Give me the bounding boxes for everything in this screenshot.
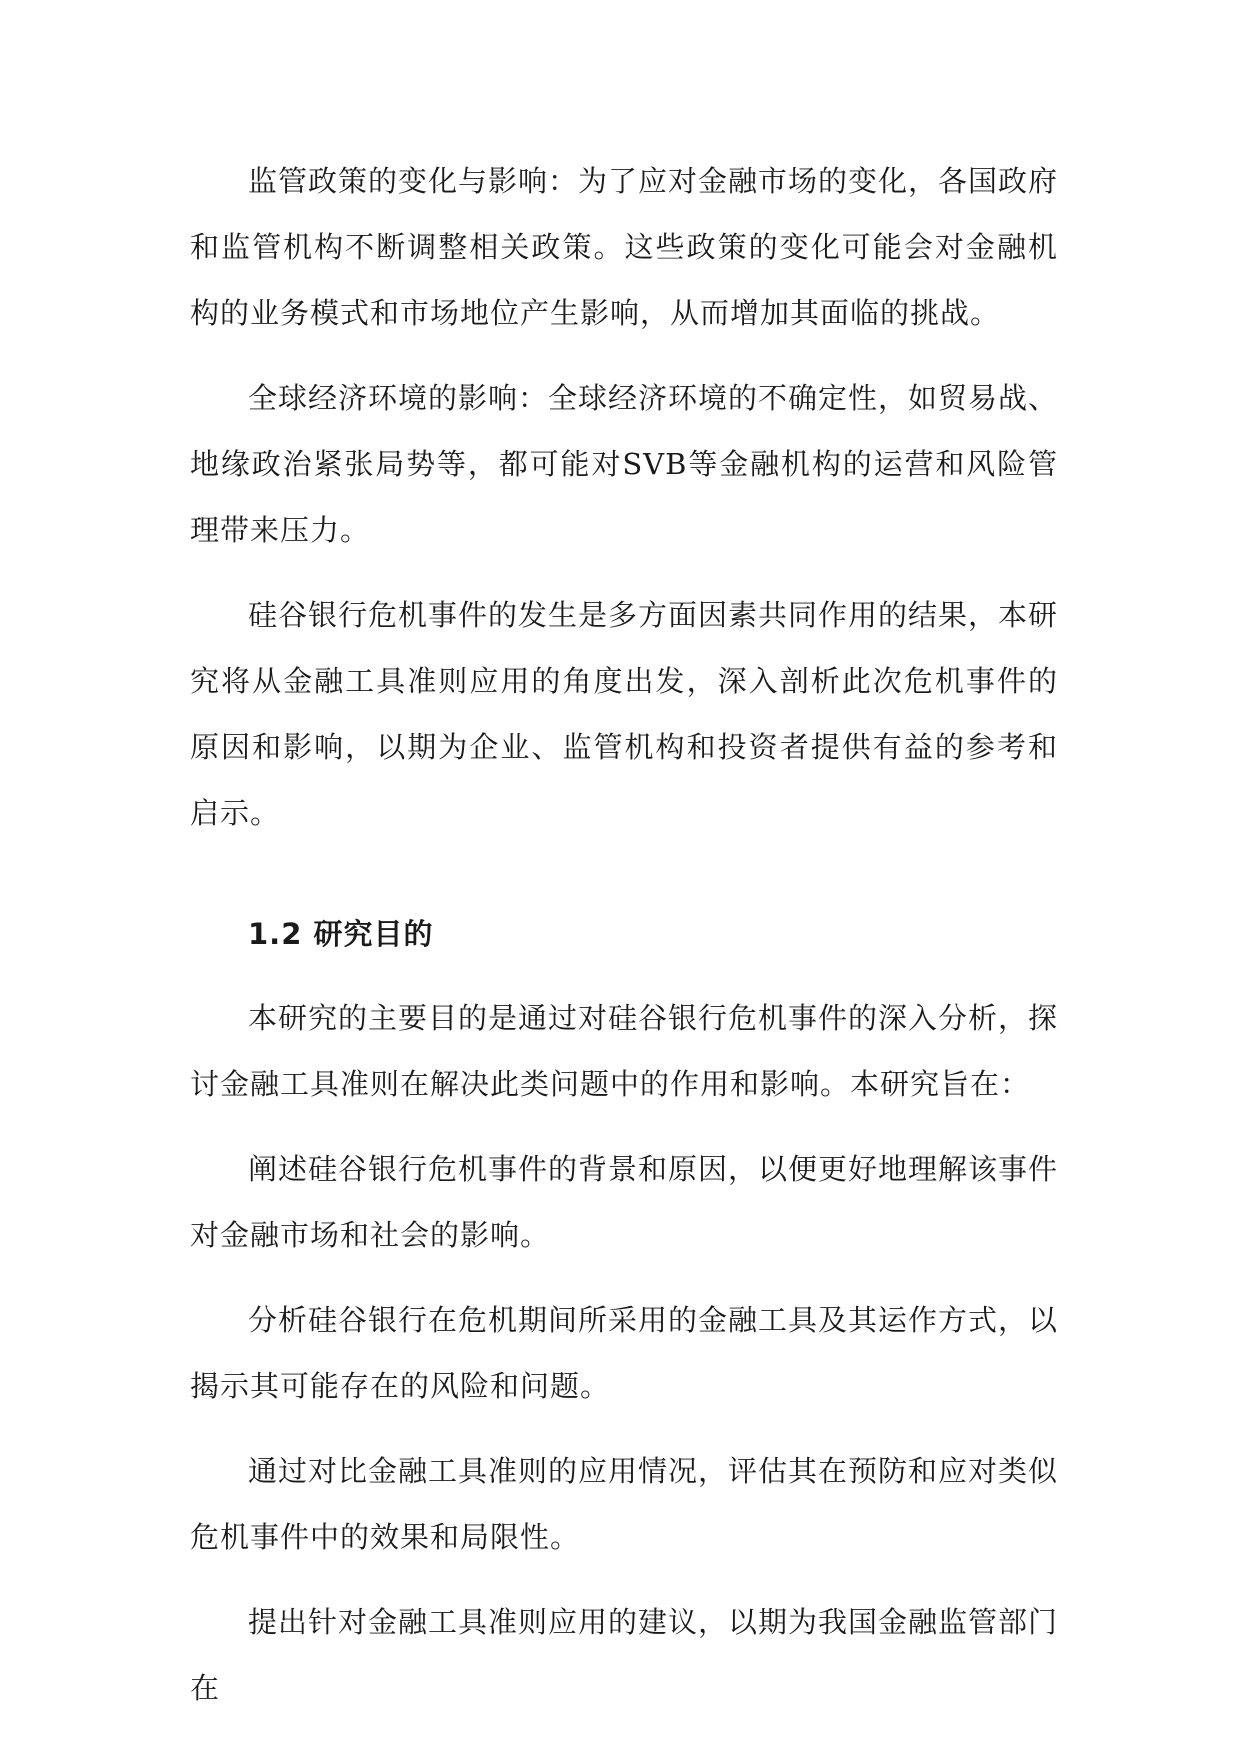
paragraph-aim-instruments: 分析硅谷银行在危机期间所采用的金融工具及其运作方式，以揭示其可能存在的风险和问题。	[190, 1303, 1059, 1403]
document-body	[190, 148, 1058, 1740]
paragraph-global-economy: 全球经济环境的影响：全球经济环境的不确定性，如贸易战、地缘政治紧张局势等，都可能对SVB等金融机构的运营和风险管理带来压力。	[190, 381, 1059, 547]
paragraph-regulatory-policy: 监管政策的变化与影响：为了应对金融市场的变化，各国政府和监管机构不断调整相关政策。这些政策的变化可能会对金融机构的业务模式和市场地位产生影响，从而增加其面临的挑战。	[190, 164, 1059, 330]
paragraph-aim-evaluation: 通过对比金融工具准则的应用情况，评估其在预防和应对类似危机事件中的效果和局限性。	[190, 1454, 1059, 1554]
section-heading: 1.2 研究目的	[248, 917, 434, 951]
paragraph-aim-background: 阐述硅谷银行危机事件的背景和原因，以便更好地理解该事件对金融市场和社会的影响。	[190, 1152, 1059, 1252]
paragraph-research-purpose: 本研究的主要目的是通过对硅谷银行危机事件的深入分析，探讨金融工具准则在解决此类问题中的作用和影响。本研究旨在：	[190, 1001, 1059, 1101]
paragraph-aim-suggestions: 提出针对金融工具准则应用的建议，以期为我国金融监管部门在	[190, 1605, 1059, 1705]
paragraph-research-overview: 硅谷银行危机事件的发生是多方面因素共同作用的结果，本研究将从金融工具准则应用的角度出发，深入剖析此次危机事件的原因和影响，以期为企业、监管机构和投资者提供有益的参考和启示。	[190, 598, 1059, 830]
